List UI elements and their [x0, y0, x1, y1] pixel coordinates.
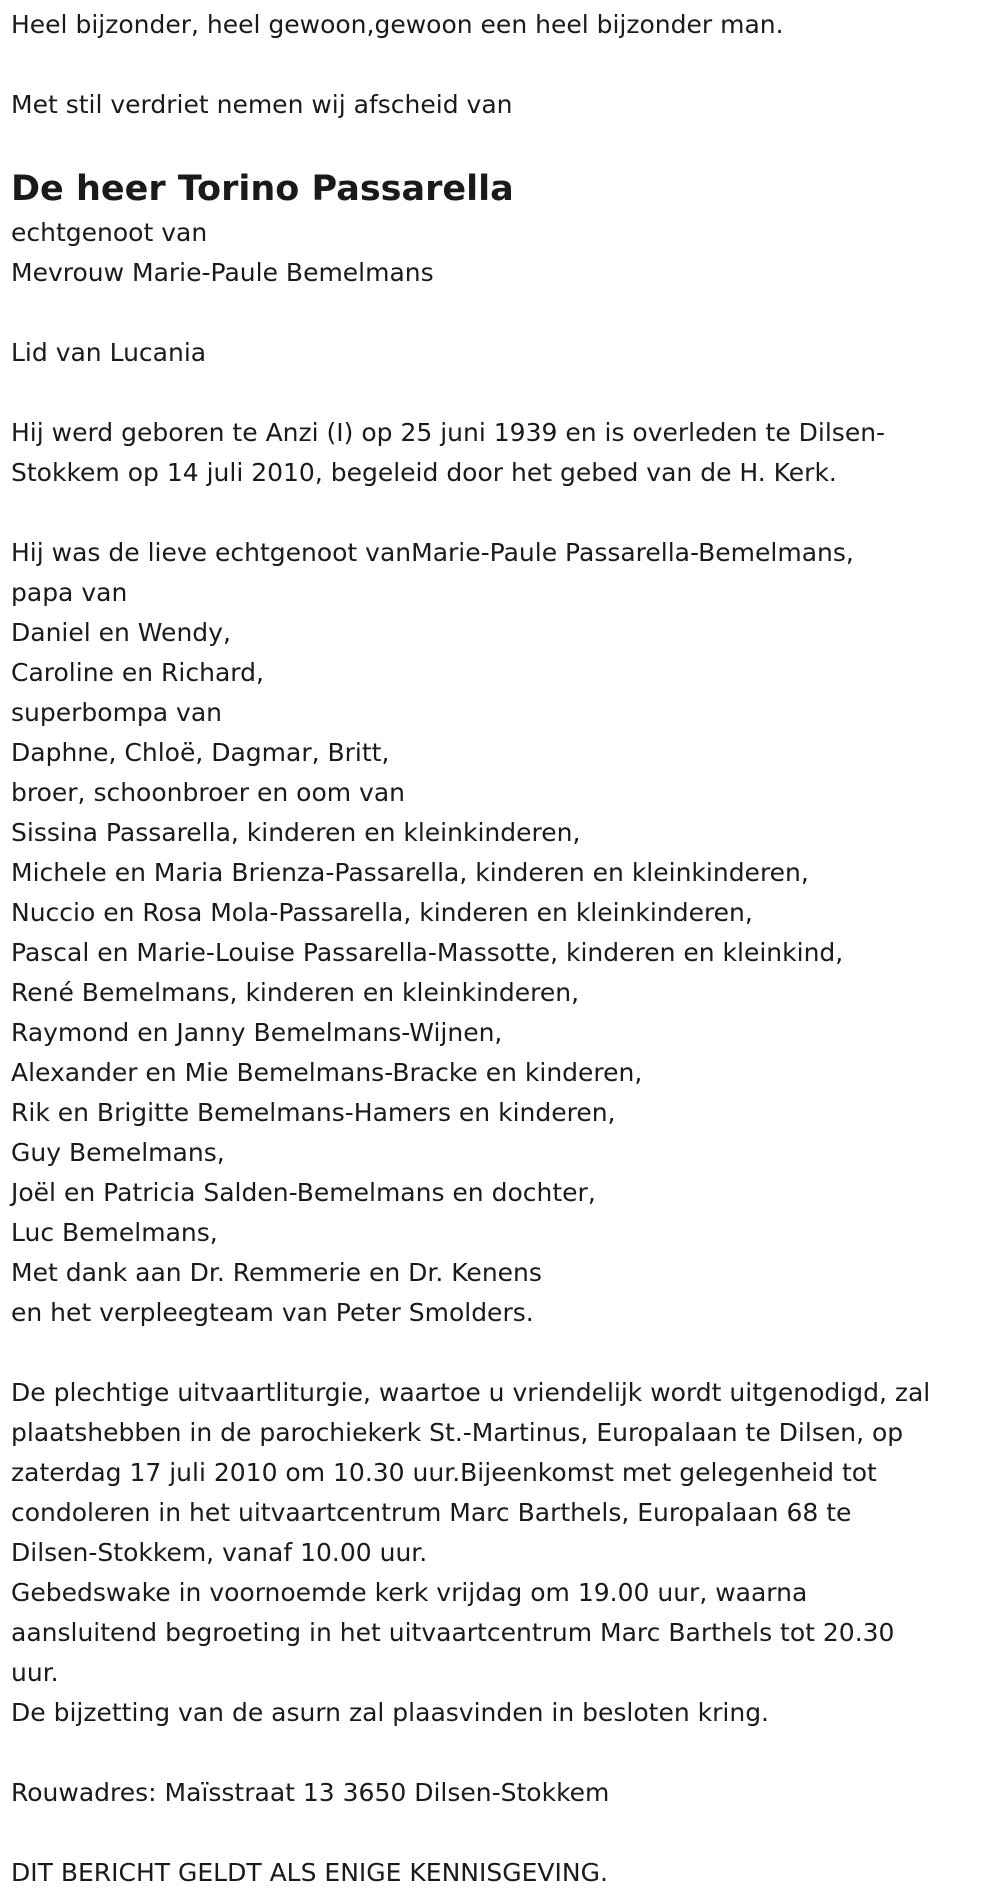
family-line: René Bemelmans, kinderen en kleinkinderen,: [11, 978, 580, 1007]
notice-line: DIT BERICHT GELDT ALS ENIGE KENNISGEVING.: [11, 1858, 608, 1887]
motto-line: Heel bijzonder, heel gewoon,gewoon een heel bijzonder man.: [11, 10, 784, 39]
spacer: [11, 45, 991, 85]
spouse-label: echtgenoot van: [11, 218, 208, 247]
spacer: [11, 1333, 991, 1373]
ceremony-paragraph: [11, 1373, 991, 1733]
ceremony-line: De plechtige uitvaartliturgie, waartoe u vriendelijk wordt uitgenodigd, zal: [11, 1378, 931, 1407]
family-line: Luc Bemelmans,: [11, 1218, 218, 1247]
address-line: Rouwadres: Maïsstraat 13 3650 Dilsen-Stokkem: [11, 1778, 610, 1807]
spacer: [11, 1813, 991, 1853]
family-list: [11, 533, 991, 1333]
spouse-name: Mevrouw Marie-Paule Bemelmans: [11, 258, 434, 287]
family-line: papa van: [11, 578, 128, 607]
family-line: Rik en Brigitte Bemelmans-Hamers en kinderen,: [11, 1098, 616, 1127]
family-line: Met dank aan Dr. Remmerie en Dr. Kenens: [11, 1258, 542, 1287]
deceased-name: De heer Torino Passarella: [11, 169, 514, 209]
family-line: broer, schoonbroer en oom van: [11, 778, 406, 807]
birth-death-paragraph: [11, 413, 991, 493]
ceremony-line: condoleren in het uitvaartcentrum Marc Barthels, Europalaan 68 te: [11, 1498, 852, 1527]
ceremony-line: aansluitend begroeting in het uitvaartcentrum Marc Barthels tot 20.30: [11, 1618, 895, 1647]
family-line: Sissina Passarella, kinderen en kleinkinderen,: [11, 818, 581, 847]
spacer: [11, 493, 991, 533]
ceremony-line: De bijzetting van de asurn zal plaasvinden in besloten kring.: [11, 1698, 770, 1727]
family-line: Nuccio en Rosa Mola-Passarella, kinderen en kleinkinderen,: [11, 898, 753, 927]
spacer: [11, 125, 991, 165]
ceremony-line: Dilsen-Stokkem, vanaf 10.00 uur.: [11, 1538, 428, 1567]
family-line: Raymond en Janny Bemelmans-Wijnen,: [11, 1018, 503, 1047]
ceremony-line: plaatshebben in de parochiekerk St.-Martinus, Europalaan te Dilsen, op: [11, 1418, 904, 1447]
announcement-line: Met stil verdriet nemen wij afscheid van: [11, 90, 513, 119]
family-line: Michele en Maria Brienza-Passarella, kinderen en kleinkinderen,: [11, 858, 809, 887]
ceremony-line: uur.: [11, 1658, 59, 1687]
spacer: [11, 1733, 991, 1773]
family-line: superbompa van: [11, 698, 223, 727]
paragraph-line: Stokkem op 14 juli 2010, begeleid door het gebed van de H. Kerk.: [11, 458, 837, 487]
spacer: [11, 293, 991, 333]
family-line: en het verpleegteam van Peter Smolders.: [11, 1298, 534, 1327]
family-line: Hij was de lieve echtgenoot vanMarie-Paule Passarella-Bemelmans,: [11, 538, 854, 567]
membership-line: Lid van Lucania: [11, 338, 207, 367]
family-line: Pascal en Marie-Louise Passarella-Massotte, kinderen en kleinkind,: [11, 938, 844, 967]
spacer: [11, 373, 991, 413]
paragraph-line: Hij werd geboren te Anzi (I) op 25 juni 1939 en is overleden te Dilsen-: [11, 418, 886, 447]
ceremony-line: Gebedswake in voornoemde kerk vrijdag om 19.00 uur, waarna: [11, 1578, 808, 1607]
ceremony-line: zaterdag 17 juli 2010 om 10.30 uur.Bijeenkomst met gelegenheid tot: [11, 1458, 877, 1487]
family-line: Caroline en Richard,: [11, 658, 264, 687]
family-line: Daphne, Chloë, Dagmar, Britt,: [11, 738, 390, 767]
obituary-document: [11, 0, 991, 1893]
family-line: Alexander en Mie Bemelmans-Bracke en kinderen,: [11, 1058, 643, 1087]
family-line: Guy Bemelmans,: [11, 1138, 225, 1167]
family-line: Joël en Patricia Salden-Bemelmans en dochter,: [11, 1178, 596, 1207]
family-line: Daniel en Wendy,: [11, 618, 231, 647]
